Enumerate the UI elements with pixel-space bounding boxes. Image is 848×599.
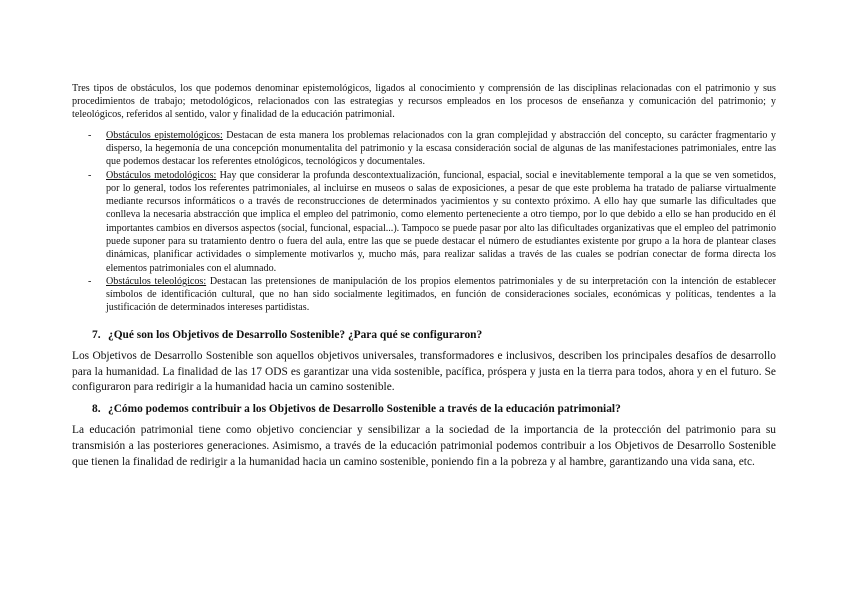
question-heading (92, 328, 776, 342)
obstacle-term: Obstáculos epistemológicos: (106, 129, 223, 141)
obstacle-text: Hay que considerar la profunda descontextualización, funcional, espacial, social e inevitablemente temporal a la que se ven sometidos, por lo general, todos los referentes patrimoniales, al incluirse en museos o salas de exposiciones, a pesar de que este problema ha tratado de paliarse virtualmente mediante recursos informáticos o a través de reconstrucciones de determinados yacimientos y su contexto próximo. A ello hay que sumarle las dificultades que conlleva la necesaria abstracción que implica el empleo del patrimonio, como elemento perteneciente a otro tiempo, por lo que debido a ello se han producido en él importantes cambios en diversos aspectos (social, funcional, espacial...). Tampoco se puede pasar por alto las dificultades organizativas que el empleo del patrimonio puede suponer para su tratamiento dentro o fuera del aula, entre las que se puede destacar el número de estudiantes existente por grupo a la hora de plantear clases dinámicas, planificar actividades o simplemente motivarlos y, mucho más, para realizar salidas a través de las cuales se podrían conectar de forma directa los elementos patrimoniales con el alumnado. (106, 169, 777, 274)
document-page (72, 82, 776, 471)
intro-paragraph: Tres tipos de obstáculos, los que podemos denominar epistemológicos, ligados al conocimiento y comprensión de las disciplinas relacionadas con el patrimonio y sus procedimientos de trabajo; metodológicos, relacionados con las estrategias y recursos empleados en los procesos de enseñanza y comunicación del patrimonio; y teleológicos, referidos al sentido, valor y finalidad de la educación patrimonial. (72, 83, 776, 121)
bullet-dash: - (88, 275, 92, 287)
list-item (88, 275, 776, 315)
obstacle-term: Obstáculos teleológicos: (106, 275, 207, 287)
question-heading (92, 402, 776, 416)
bullet-dash: - (88, 129, 92, 141)
answer-paragraph: Los Objetivos de Desarrollo Sostenible son aquellos objetivos universales, transformadores e inclusivos, describen los principales desafíos de desarrollo para la humanidad. La finalidad de las 17 ODS es garantizar una vida sostenible, pacífica, próspera y justa en la tierra para todos, ahora y en el futuro. Se configuraron para redirigir a la humanidad hacia un camino sostenible. (72, 349, 776, 394)
obstacle-term: Obstáculos metodológicos: (106, 169, 217, 181)
question-number: 7. (92, 328, 101, 341)
obstacle-text: Destacan de esta manera los problemas relacionados con la gran complejidad y abstracción del concepto, su carácter fragmentario y disperso, la hegemonía de una concepción monumentalita del patrimonio y la escasa consideración social de algunas de las manifestaciones patrimoniales, entre las que podemos destacar los referentes etnológicos, tecnológicos y documentales. (106, 129, 776, 168)
obstacle-text: Destacan las pretensiones de manipulación de los propios elementos patrimoniales y de su interpretación con la intención de establecer símbolos de identificación cultural, que no han sido socialmente legitimados, en función de consideraciones sociales, económicas y políticas, tendentes a la justificación de determinados intereses partidistas. (106, 275, 776, 314)
bullet-dash: - (88, 169, 92, 181)
question-title: ¿Cómo podemos contribuir a los Objetivos de Desarrollo Sostenible a través de la educación patrimonial? (108, 403, 621, 416)
list-item (88, 129, 776, 169)
answer-paragraph: La educación patrimonial tiene como objetivo concienciar y sensibilizar a la sociedad de la importancia de la protección del patrimonio para su transmisión a las posteriores generaciones. Asimismo, a través de la educación patrimonial podemos contribuir a los Objetivos de Desarrollo Sostenible que tienen la finalidad de redirigir a la humanidad hacia un camino sostenible, poniendo fin a la pobreza y al hambre, garantizando una vida sana, etc. (72, 424, 776, 468)
obstacles-list (72, 129, 776, 315)
list-item (88, 169, 777, 275)
question-title: ¿Qué son los Objetivos de Desarrollo Sostenible? ¿Para qué se configuraron? (108, 328, 483, 341)
question-number: 8. (92, 403, 101, 416)
